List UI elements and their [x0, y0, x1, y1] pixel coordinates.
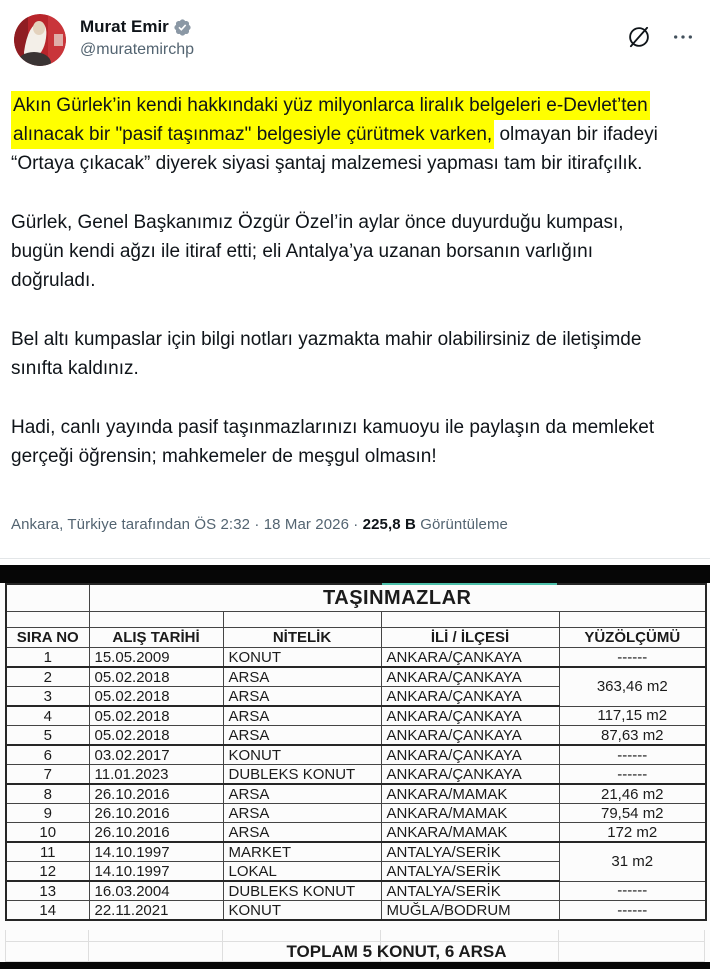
table-cell: ANKARA/ÇANKAYA — [381, 687, 559, 707]
table-cell: 05.02.2018 — [89, 726, 223, 746]
table-cell: 13 — [6, 881, 89, 901]
table-cell: 21,46 m2 — [559, 784, 706, 804]
table-cell: 12 — [6, 862, 89, 882]
tweet-paragraph: Gürlek, Genel Başkanımız Özgür Özel’in aylar önce duyurduğu kumpası, bugün kendi ağzı ile itiraf etti; eli Antalya’ya uzanan borsanın varlığını doğruladı. — [11, 212, 624, 291]
table-cell: 14.10.1997 — [89, 842, 223, 862]
table-cell: 5 — [6, 726, 89, 746]
table-total-label: TOPLAM 5 KONUT, 6 ARSA — [286, 942, 507, 961]
table-cell: ARSA — [223, 726, 381, 746]
table-cell: MUĞLA/BODRUM — [381, 901, 559, 921]
table-cell: ARSA — [223, 784, 381, 804]
table-cell: 11 — [6, 842, 89, 862]
verified-badge-icon — [173, 18, 192, 37]
views-count: 225,8 B — [362, 516, 416, 533]
cell-selection-highlight — [382, 583, 557, 585]
letterbox-bar-top — [0, 565, 710, 583]
views-label: Görüntüleme — [415, 516, 509, 533]
table-cell: 10 — [6, 823, 89, 843]
table-cell: ARSA — [223, 823, 381, 843]
highlighted-text: Akın Gürlek’in kendi hakkındaki yüz milyonlarca liralık belgeleri e-Devlet’ten alınacak bir "pasif taşınmaz" belgesiyle çürütmek varken, — [11, 91, 650, 149]
table-row — [6, 842, 706, 862]
table-cell: 172 m2 — [559, 823, 706, 843]
table-cell: 363,46 m2 — [559, 667, 706, 706]
tweet-paragraph: Akın Gürlek’in kendi hakkındaki yüz milyonlarca liralık belgeleri e-Devlet’ten alınacak bir "pasif taşınmaz" belgesiyle çürütmek varken, olmayan bir ifadeyi “Ortaya çıkacak” diyerek siyasi şantaj malzemesi yapması tam bir itirafçılık. — [11, 91, 668, 178]
table-row — [6, 823, 706, 843]
properties-table — [5, 583, 707, 921]
table-row — [6, 804, 706, 823]
table-title-row — [6, 584, 706, 612]
table-cell: DUBLEKS KONUT — [223, 765, 381, 785]
avatar-photo — [14, 14, 66, 66]
table-cell: ANKARA/ÇANKAYA — [381, 745, 559, 765]
table-cell: 6 — [6, 745, 89, 765]
table-row — [6, 745, 706, 765]
table-cell: ------ — [559, 881, 706, 901]
tweet-paragraph: Bel altı kumpaslar için bilgi notları yazmakta mahir olabilirsiniz de iletişimde sınıfta kaldınız. — [11, 329, 642, 379]
avatar[interactable] — [14, 14, 66, 66]
grok-icon[interactable] — [626, 24, 652, 50]
col-header-alis-tarihi: ALIŞ TARİHİ — [89, 628, 223, 648]
table-cell: 15.05.2009 — [89, 648, 223, 668]
table-cell: ANKARA/MAMAK — [381, 804, 559, 823]
table-cell: ------ — [559, 648, 706, 668]
table-row — [6, 784, 706, 804]
table-row — [6, 667, 706, 687]
col-header-sira-no: SIRA NO — [6, 628, 89, 648]
table-cell: 79,54 m2 — [559, 804, 706, 823]
table-row — [6, 901, 706, 921]
property-table-body — [6, 648, 706, 921]
spreadsheet-area — [0, 583, 710, 962]
table-cell: 05.02.2018 — [89, 687, 223, 707]
letterbox-bar-bottom — [0, 962, 710, 969]
tweet-image-attachment[interactable] — [0, 565, 710, 969]
table-cell: MARKET — [223, 842, 381, 862]
table-cell: 03.02.2017 — [89, 745, 223, 765]
col-header-ili-ilcesi: İLİ / İLÇESİ — [381, 628, 559, 648]
table-cell: 05.02.2018 — [89, 667, 223, 687]
tweet-timestamp: Ankara, Türkiye tarafından ÖS 2:32 · 18 Mar 2026 · — [11, 516, 363, 533]
table-cell: 8 — [6, 784, 89, 804]
table-cell: 7 — [6, 765, 89, 785]
divider — [0, 558, 710, 559]
table-cell: 26.10.2016 — [89, 823, 223, 843]
table-cell: 22.11.2021 — [89, 901, 223, 921]
tweet-text — [11, 91, 668, 501]
table-cell: ARSA — [223, 687, 381, 707]
table-cell: ------ — [559, 745, 706, 765]
table-cell: 87,63 m2 — [559, 726, 706, 746]
table-cell: 3 — [6, 687, 89, 707]
col-header-yuzolcumu: YÜZÖLÇÜMÜ — [559, 628, 706, 648]
table-footer-area — [0, 930, 710, 962]
table-cell: KONUT — [223, 745, 381, 765]
author-block[interactable] — [80, 17, 194, 59]
table-row — [6, 765, 706, 785]
table-title: TAŞINMAZLAR — [89, 584, 706, 612]
table-cell: 14.10.1997 — [89, 862, 223, 882]
table-cell: 31 m2 — [559, 842, 706, 881]
table-cell: ANTALYA/SERİK — [381, 881, 559, 901]
table-cell: 117,15 m2 — [559, 706, 706, 726]
tweet-header — [14, 14, 696, 72]
table-cell: 26.10.2016 — [89, 784, 223, 804]
tweet-paragraph: Hadi, canlı yayında pasif taşınmazlarınızı kamuoyu ile paylaşın da memleket gerçeği öğrensin; mahkemeler de meşgul olmasın! — [11, 417, 655, 467]
table-cell: ANKARA/ÇANKAYA — [381, 726, 559, 746]
table-cell: ANKARA/MAMAK — [381, 784, 559, 804]
table-cell: ANKARA/ÇANKAYA — [381, 765, 559, 785]
table-cell: ANTALYA/SERİK — [381, 862, 559, 882]
table-cell: ------ — [559, 901, 706, 921]
table-cell: 16.03.2004 — [89, 881, 223, 901]
table-cell: ANKARA/ÇANKAYA — [381, 667, 559, 687]
table-cell: KONUT — [223, 648, 381, 668]
author-name[interactable]: Murat Emir — [80, 17, 169, 36]
table-cell: KONUT — [223, 901, 381, 921]
table-cell: ARSA — [223, 667, 381, 687]
table-cell: DUBLEKS KONUT — [223, 881, 381, 901]
table-cell: 9 — [6, 804, 89, 823]
table-cell: 1 — [6, 648, 89, 668]
table-cell: ARSA — [223, 804, 381, 823]
table-cell: ------ — [559, 765, 706, 785]
table-cell: ANTALYA/SERİK — [381, 842, 559, 862]
table-cell: 2 — [6, 667, 89, 687]
table-cell: ARSA — [223, 706, 381, 726]
table-row — [6, 648, 706, 668]
table-cell: 05.02.2018 — [89, 706, 223, 726]
table-cell: ANKARA/MAMAK — [381, 823, 559, 843]
table-cell: ANKARA/ÇANKAYA — [381, 648, 559, 668]
table-row — [6, 706, 706, 726]
table-row — [6, 726, 706, 746]
more-options-icon[interactable] — [672, 26, 694, 48]
table-header-row — [6, 628, 706, 648]
table-cell: LOKAL — [223, 862, 381, 882]
table-cell: 4 — [6, 706, 89, 726]
tweet-meta — [11, 516, 508, 533]
table-cell: ANKARA/ÇANKAYA — [381, 706, 559, 726]
table-spacer-row — [6, 612, 706, 628]
table-row — [6, 881, 706, 901]
author-handle[interactable]: @muratemirchp — [80, 41, 195, 58]
table-cell: 14 — [6, 901, 89, 921]
table-cell: 11.01.2023 — [89, 765, 223, 785]
table-cell: 26.10.2016 — [89, 804, 223, 823]
col-header-nitelik: NİTELİK — [223, 628, 381, 648]
